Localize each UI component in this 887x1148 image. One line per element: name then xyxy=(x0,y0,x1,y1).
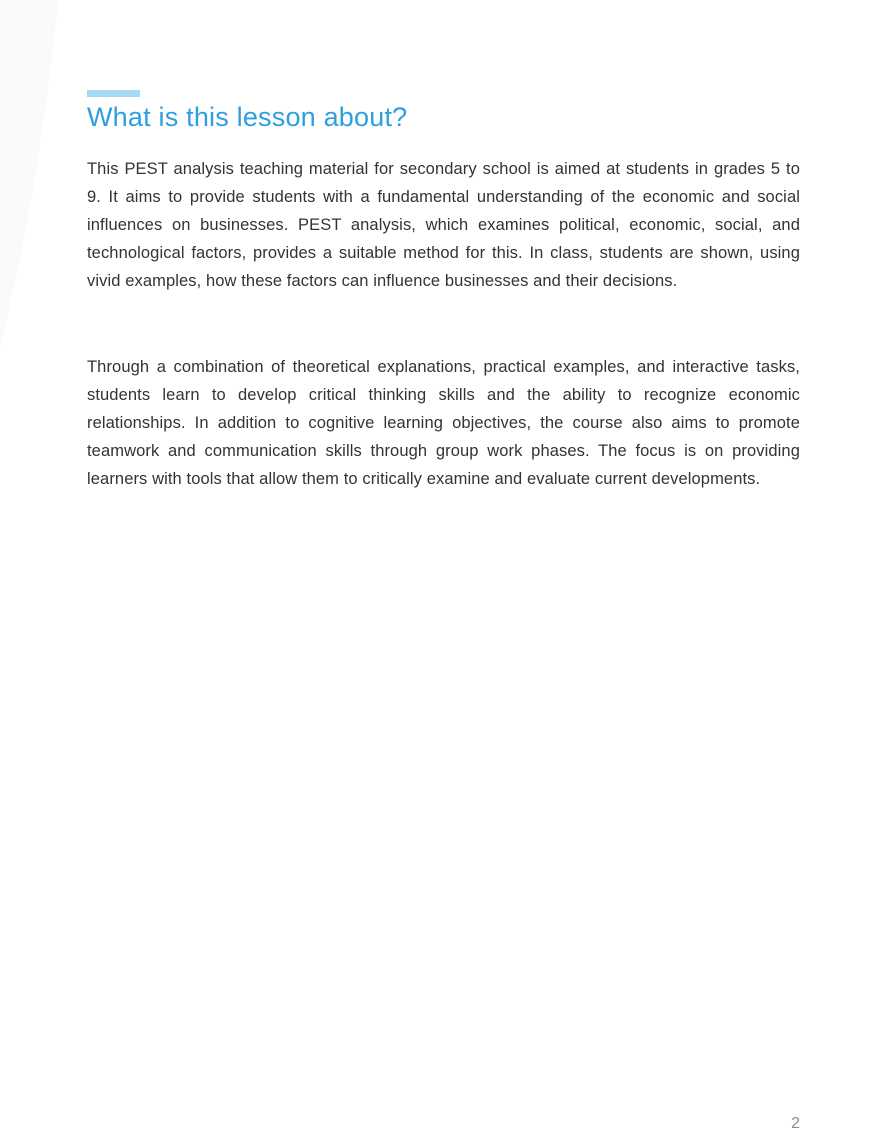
page-number: 2 xyxy=(791,1115,800,1132)
heading-accent-bar xyxy=(87,90,140,97)
page-content xyxy=(0,0,887,493)
page-title: What is this lesson about? xyxy=(87,102,408,132)
lesson-description-paragraph-1: This PEST analysis teaching material for secondary school is aimed at students in grades 5 to 9. It aims to provide students with a fundamental understanding of the economic and social influences on businesses. PEST analysis, which examines political, economic, social, and technological factors, provides a suitable method for this. In class, students are shown, using vivid examples, how these factors can influence businesses and their decisions. xyxy=(87,160,800,290)
lesson-description-paragraph-2: Through a combination of theoretical explanations, practical examples, and interactive tasks, students learn to develop critical thinking skills and the ability to recognize economic relationships. In addition to cognitive learning objectives, the course also aims to promote teamwork and communication skills through group work phases. The focus is on providing learners with tools that allow them to critically examine and evaluate current developments. xyxy=(87,358,800,488)
